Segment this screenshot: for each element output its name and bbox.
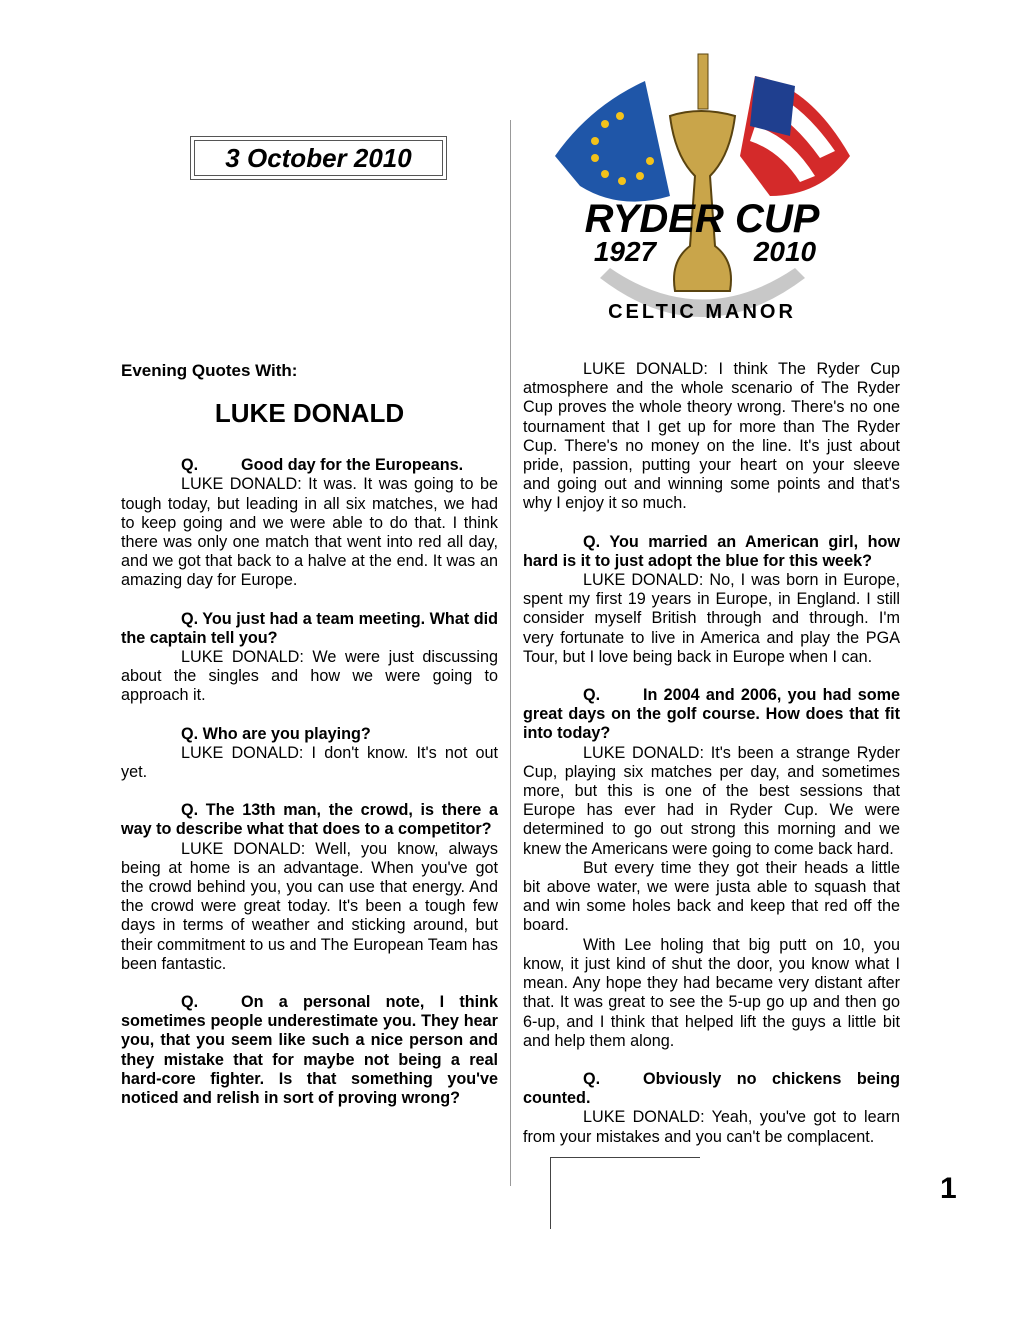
question: Q. The 13th man, the crowd, is there a way to describe what that does to a competitor?: [121, 801, 498, 839]
svg-text:CELTIC MANOR: CELTIC MANOR: [608, 301, 796, 323]
crop-mark-horizontal: [550, 1157, 700, 1158]
question: Q. On a personal note, I think sometimes people underestimate you. They hear you, that you seem like such a nice person and they mistake that for maybe not being a real hard-core fighter. Is that something you've noticed and relish in sort of proving wrong?: [121, 993, 498, 1108]
question: Q. Who are you playing?: [181, 724, 371, 743]
speaker-name: LUKE DONALD: [214, 398, 405, 429]
ryder-cup-logo: [550, 46, 855, 338]
answer: LUKE DONALD: We were just discussing about the singles and how we were going to approach it.: [121, 648, 498, 705]
answer: LUKE DONALD: Well, you know, always being at home is an advantage. When you've got the crowd behind you, you can use that energy. And the crowd were great today. It's been a tough few days in terms of weather and sticking around, but their commitment to us and The European Team has been fantastic.: [121, 839, 498, 973]
answer: LUKE DONALD: It's been a strange Ryder Cup, playing six matches per day, and sometimes more, but this is one of the best sessions that Europe has ever had in Ryder Cup. We were determined to go out strong this morning and we knew the Americans were going to come back hard.: [523, 743, 900, 858]
answer: LUKE DONALD: No, I was born in Europe, spent my first 19 years in Europe, in England. I still consider myself British through and through. I'm very fortunate to live in America and play the PGA Tour, but I love being back in Europe when I can.: [523, 571, 900, 666]
crop-mark-vertical: [550, 1157, 551, 1229]
question: Q. In 2004 and 2006, you had some great days on the golf course. How does that fit into today?: [523, 686, 900, 743]
svg-text:2010: 2010: [753, 236, 817, 267]
answer: LUKE DONALD: Yeah, you've got to learn from your mistakes and you can't be complacent.: [523, 1108, 900, 1146]
svg-text:RYDER CUP: RYDER CUP: [584, 197, 820, 241]
left-column: [121, 361, 498, 1108]
svg-text:1927: 1927: [593, 236, 657, 267]
answer: LUKE DONALD: I don't know. It's not out yet.: [121, 743, 498, 782]
question: Q. You just had a team meeting. What did the captain tell you?: [121, 609, 498, 647]
answer: But every time they got their heads a little bit above water, we were justa able to squash that and win some holes back and keep that red off the board.: [523, 858, 900, 935]
date-box: [190, 136, 447, 180]
right-column: [523, 360, 900, 1147]
section-heading: Evening Quotes With:: [121, 361, 298, 380]
date: 3 October 2010: [194, 140, 443, 176]
answer: With Lee holing that big putt on 10, you know, it just kind of shut the door, you know what I mean. Any hope they had became very distant after that. It was great to see the 5-up go up and then go 6-up, and I think that helped lift the guys a little bit and help them along.: [523, 935, 900, 1050]
page-number: 1: [940, 1172, 957, 1205]
answer: LUKE DONALD: It was. It was going to be tough today, but leading in all six matches, we had to keep going and we were able to do that. I think there was only one match that went into red all day, and we got that back to a halve at the end. It was an amazing day for Europe.: [121, 475, 498, 590]
question: Q. You married an American girl, how hard is it to just adopt the blue for this week?: [523, 532, 900, 570]
answer: LUKE DONALD: I think The Ryder Cup atmosphere and the whole scenario of The Ryder Cup proves the whole theory wrong. There's no one tournament that I get up for more than The Ryder Cup. There's no money on the line. It's just about pride, passion, putting your heart on your sleeve and going out and winning some points and that's why I enjoy it so much.: [523, 360, 900, 513]
question: Q. Good day for the Europeans.: [181, 456, 464, 475]
question: Q. Obviously no chickens being counted.: [523, 1069, 900, 1108]
column-divider: [510, 120, 511, 1186]
